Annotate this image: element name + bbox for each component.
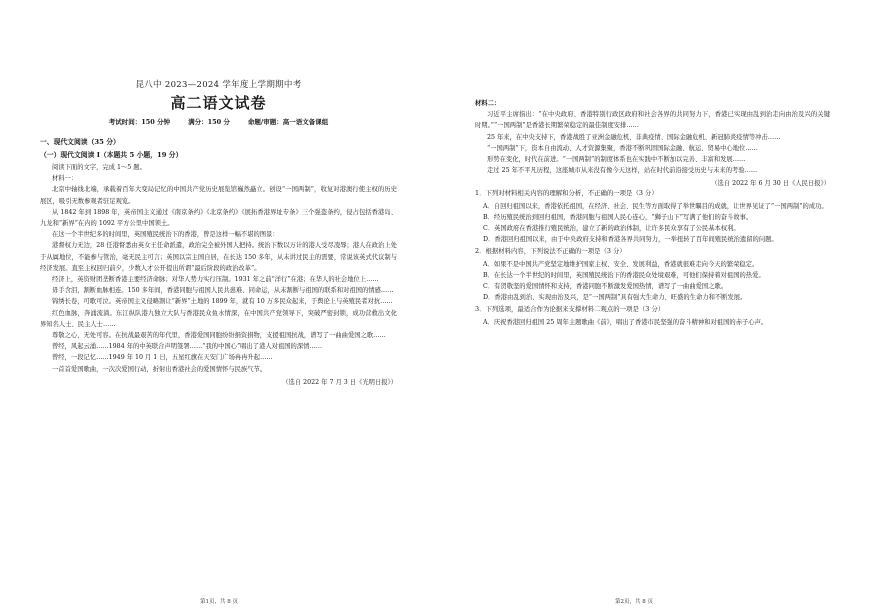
question-2: 2．根据材料内容，下列说法不正确的一项是（3 分）	[475, 247, 626, 256]
material-two-body	[475, 109, 830, 176]
option: C．英国政府在香港推行殖民统治，建立了新的政治体制，让许多民众享有了公民基本权利。	[483, 225, 740, 233]
question-1-options	[475, 201, 830, 246]
paragraph: 北京中轴线北端，承载着百年大变局记忆的中国共产党历史展览馆巍然矗立。创设“一国两制”，收复对港澳行使主权的历史展区，吸引无数参观者驻足观览。	[40, 186, 397, 205]
page-number-right: 第2页，共 8 页	[615, 599, 653, 605]
paragraph: 经济上，英资财团垄断香港主要经济命脉；对华人势力实行压制。1931 年之前“洋行”在港；在华人的社会地位上……	[52, 276, 379, 284]
material-label: 材料一：	[52, 175, 78, 183]
option: C．有贺敬坚的爱国情怀和支持，香港同胞不断激发爱国热情，谱写了一曲曲爱国之歌。	[483, 283, 728, 291]
paragraph: 港督权力无边，28 任港督悉由英女王任命派遣，政治完全被外国人把持。统治下数以万计的港人受尽凌辱；港人在政治上处于从属地位，不能参与管治，毫无民主可言；英国以宗主国自居，在长达 150 多年，从未讲过民主的需要，常说该英式代议制与经济发展。直至主权回归前夕，少数人才公开提出所谓“最后阶段的政治改革”。	[40, 242, 397, 272]
exam-author: 命题/审题：高一语文备课组	[247, 118, 329, 126]
option: A．如果不是中国共产党坚定地维护国家主权、安全、发展利益，香港就很难走向今天的繁荣稳定。	[483, 260, 759, 268]
paragraph: 形势在变化，时代在前进。“一国两制”的制度体系也在实践中不断加以完善、丰富和发展……	[487, 156, 746, 164]
paragraph: 从 1842 年到 1898 年，英帝国主义通过《南京条约》《北京条约》《展拓香港界址专条》三个强盗条约，侵占包括香港岛、九龙和“新界”在内的 1092 平方公里中国领土。	[40, 208, 397, 228]
right-page	[435, 0, 870, 615]
instruction: 阅读下面的文字，完成 1～5 题。	[52, 164, 146, 171]
material-one-body	[40, 184, 397, 374]
question-3-options	[475, 317, 830, 328]
paragraph: 25 年来，在中央支持下，香港战胜了亚洲金融危机、非典疫情、国际金融危机、新冠肺炎疫情等冲击……	[487, 133, 781, 141]
option: B．经历殖民统治到回归祖国，香港同胞与祖国人民心连心，“狮子山下”写满了他们的奋斗故事。	[483, 213, 753, 221]
paragraph: “一国两制”下，资本自由流动、人才资源集聚，香港不断巩固国际金融、航运、贸易中心地位……	[487, 144, 758, 152]
page-number-left: 第1页，共 8 页	[200, 599, 238, 605]
material-label: 材料二：	[475, 100, 501, 107]
paragraph: 毋手含泪，割断血脉相连。150 多年间，香港同胞与祖国人民共患难、同命运，从未割断与祖国的联系和对祖国的情感……	[52, 287, 394, 295]
school-line: 昆八中 2023—2024 学年度上学期期中考	[135, 80, 302, 90]
option: A．自回归祖国以来，香港依托祖国，在经济、社会、民生等方面取得了举世瞩目的成就，让世界见证了“一国两制”的成功。	[483, 202, 828, 210]
paragraph: 曾经，风起云涌……1984 年的中英联合声明签署……“我的中国心”唱出了港人对祖国的深情……	[52, 343, 323, 351]
exam-meta	[40, 117, 397, 126]
exam-score: 满分：150 分	[188, 118, 230, 126]
paragraph: 锦绣长卷，可歌可泣。英帝国主义侵略割让“新界”土地的 1899 年，就有 10 万多民众起来，于舆论上与英殖民者对抗……	[52, 298, 393, 306]
question-3: 3．下列选项，最适合作为论据来支撑材料二观点的一项是（3 分）	[475, 305, 665, 314]
exam-time: 考试时间：150 分钟	[108, 118, 171, 126]
paragraph: 一首首爱国歌曲，一次次爱国行动，折射出香港社会的爱国情怀与民族气节。	[52, 365, 267, 373]
question-2-options	[475, 259, 830, 304]
question-1: 1．下列对材料相关内容的理解和分析，不正确的一项是（3 分）	[475, 189, 658, 198]
option: D．香港由乱到治、实现由治及兴，是“一国两制”具有强大生命力、旺盛的生命力和不断发展。	[483, 294, 747, 302]
paragraph: 尊敬之心，无处可容。在抗战最艰苦的年代里，香港爱国同胞纷纷捐资捐物，支援祖国抗战，谱写了一曲曲爱国之歌……	[52, 332, 386, 340]
section-heading: 一、现代文阅读（35 分）	[40, 138, 120, 146]
subsection-heading: （一）现代文阅读 I（本题共 5 小题，19 分）	[40, 151, 183, 159]
paragraph: 在这一个半世纪多的时间里，英国殖民统治下的香港，曾是这样一幅不堪的图景：	[52, 231, 279, 239]
paragraph: 红色血脉，奔涌流淌。东江纵队港九独立大队与香港民众鱼水情深，在中国共产党领导下，突破严密封锁，成功营救出文化界知名人士、民主人士……	[40, 309, 397, 328]
source-citation: （选自 2022 年 7 月 3 日《光明日报》）	[282, 378, 397, 386]
paragraph: 走过 25 年不平凡历程，这座城市从来没有像今天这样，站在时代前沿接受历史与未来的考验……	[487, 167, 758, 175]
paragraph: 曾经，一段记忆……1949 年 10 月 1 日，五星红旗在天安门广场冉冉升起……	[52, 354, 273, 362]
option: D．香港回归祖国以来，由于中央政府支持和香港各界共同努力，一举扭转了百年间殖民统治遗留的问题。	[483, 236, 778, 244]
exam-title: 高二语文试卷	[170, 94, 267, 112]
paragraph: 习近平主席指出：“在中央政府、香港特别行政区政府和社会各界的共同努力下，香港已实现由乱到治走向由治及兴的关键时期。”“一国两制”是香港长期繁荣稳定的最佳制度安排……	[475, 111, 830, 130]
source-citation: （选自 2022 年 6 月 30 日《人民日报》）	[711, 180, 830, 188]
option: A．庆祝香港回归祖国 25 周年主题歌曲《前》，唱出了香港市民坚强的奋斗精神和对祖国的赤子心声。	[483, 318, 768, 326]
option: B．在长达一个半世纪的时间里，英国殖民统治下的香港民众处境艰难，可他们保持着对祖国的热爱。	[483, 271, 765, 279]
